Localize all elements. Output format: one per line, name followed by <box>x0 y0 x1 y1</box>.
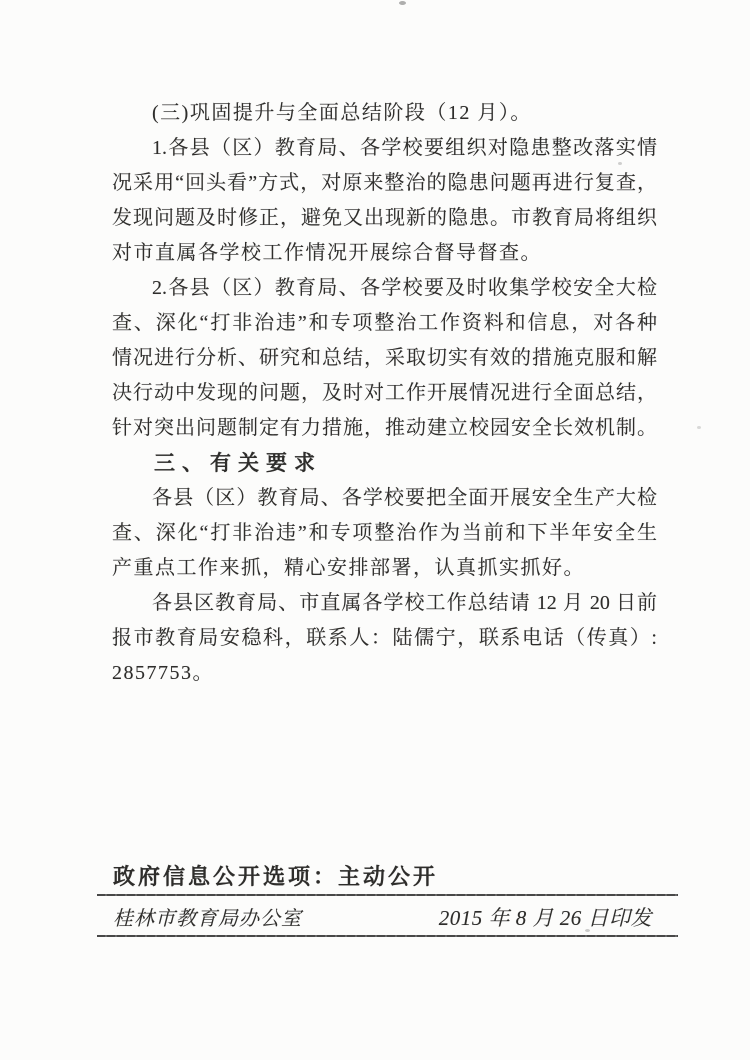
document-line: 2.各县（区）教育局、各学校要及时收集学校安全大检 <box>152 277 657 299</box>
document-line: 对市直属各学校工作情况开展综合督导督查。 <box>112 242 542 264</box>
document-line: 查、深化“打非治违”和专项整治作为当前和下半年安全生 <box>112 522 657 544</box>
document-line: 情况进行分析、研究和总结，采取切实有效的措施克服和解 <box>112 347 657 369</box>
issuer-row <box>113 904 658 933</box>
footer-divider-bottom <box>97 935 678 937</box>
document-line: 况采用“回头看”方式，对原来整治的隐患问题再进行复查， <box>112 172 657 194</box>
document-line: (三)巩固提升与全面总结阶段（12 月）。 <box>152 102 532 124</box>
print-date: 2015 年 8 月 26 日印发 <box>438 906 652 930</box>
document-line: 报市教育局安稳科，联系人：陆儒宁，联系电话（传真）: <box>112 627 657 649</box>
footer-divider-top <box>97 894 678 896</box>
issuing-office: 桂林市教育局办公室 <box>113 908 302 930</box>
scan-artifact <box>399 1 406 5</box>
document-line: 各县区教育局、市直属各学校工作总结请 12 月 20 日前 <box>152 592 657 614</box>
document-body <box>112 96 657 691</box>
document-line: 查、深化“打非治违”和专项整治工作资料和信息，对各种 <box>112 312 657 334</box>
section-heading: 三、有关要求 <box>154 452 322 475</box>
document-line: 1.各县（区）教育局、各学校要组织对隐患整改落实情 <box>152 137 657 159</box>
document-line: 产重点工作来抓，精心安排部署，认真抓实抓好。 <box>112 557 585 579</box>
document-line: 2857753。 <box>112 662 214 684</box>
scan-artifact <box>697 426 701 429</box>
document-line: 发现问题及时修正，避免又出现新的隐患。市教育局将组织 <box>112 207 657 229</box>
document-line: 决行动中发现的问题，及时对工作开展情况进行全面总结， <box>112 382 657 404</box>
disclosure-note: 政府信息公开选项：主动公开 <box>113 864 439 889</box>
document-line: 针对突出问题制定有力措施，推动建立校园安全长效机制。 <box>112 417 657 439</box>
document-line: 各县（区）教育局、各学校要把全面开展安全生产大检 <box>152 487 657 509</box>
